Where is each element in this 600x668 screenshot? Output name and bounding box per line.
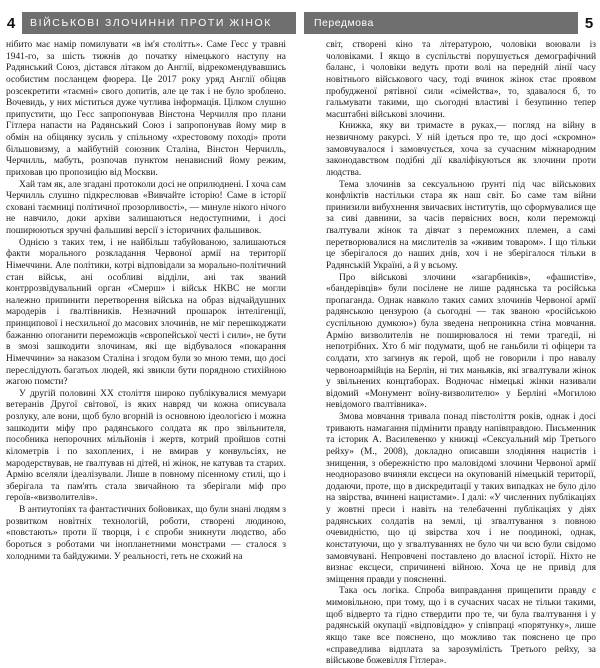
paragraph: Про військові злочини «загарбників», «фашистів», «бандерівців» були посілене не лише радянська та російська пропаганда. Однак навколо таких самих злочинів Червоної армії радянською цензурою (а сьогодні — так званою «російською суспільною думкою») була зведена непроникна стіна мовчання. Армію визволителів не поширювалося ні теми трагедії, ні непотрібних. Хто б міг подумати, щоб не ганьбили ті офіцери та солдати, хто загинув як герой, щоб не говорили і про навалу червоноармійців на Берлін, ні тих маньяків, які згвалтували жінок у звільнених концтаборах. Водночас німецькі жінки називали відомий «Монумент воїну-визволителю» у Берліні «Могилою невідомого ґвалтівника». (326, 272, 596, 411)
left-page-number: 4 (0, 12, 22, 34)
paragraph: Однією з таких тем, і не найбільш табуйованою, залишаються факти морального розкладання Червоної армії на території Німеччини. Але політики, котрі відповідали за морально-політичний стан військ, ані особливі відділи, ані так званий контррозвідувальний орган «Смерш» і військ НКВС не могли належно припинити перетворення війська на образ відчайдушних мародерів і ґвалтівників. Незначний прошарок інтелігенції, принципової і несхильної до масових злочинів, не міг перешкоджати бажанню опоганити переможців «європейської честі і сили», не бути в змозі зашкодити злочинам, які ще відбувалося «покарання Німеччини» за наказом Сталіна і згодом були зо мною теми, що досі переслідують багатьох людей, які звикли бути порядною стихійною жагою помсти? (6, 237, 286, 388)
paragraph: Хай там як, але згадані протоколи досі не оприлюднені. І хоча сам Черчилль слушно підкреслював «Вивчайте історію! Саме в історії сховані таємниці політичної прозорливості», — минуле нікого нічого не навчило, доки архіви залишаються недоступними, і досі поширюються зручні фальшиві версії з історичних фальшивок. (6, 179, 286, 236)
paragraph: світ, створені кіно та літературою, чоловіки воювали із чоловіками. І якщо в суспільстві порушується демографічний баланс, і чоловіки ведуть проти волі на передній лінії часу новітнього військового часу, тоді вчинок жінок стає проявом пробудженої рятівної сили «сімейства», то, здавалося б, то гальмувати такими, що сьогодні властиві і безупинно тепер масштабні військові злочини. (326, 40, 596, 120)
right-page-text (326, 40, 596, 667)
left-page-text (6, 40, 287, 562)
left-running-title: ВІЙСЬКОВІ ЗЛОЧИННИ ПРОТИ ЖІНОК (30, 17, 273, 29)
left-page (0, 0, 296, 562)
paragraph: Така ось логіка. Спроба виправдання прищепити правду є мимовільною, при тому, що і в сучасних часах не тільки такими, щоб відверто та гідно ствердити про те, чи була ґвалтування і у радянській окупації «відповіддю» у співпраці «порятунку», лише якщо таке все пояснено, що можливо так пояснено це про «справедлива відплата за зарозумілість Третього рейху, за військове божевілля Гітлера». (326, 586, 596, 667)
paragraph: Тема злочинів за сексуальною ґрунті під час військових конфліктів настільки стара як наш світ. Бо саме там війни принизили вибухнення звичаєвих інститутів, що сформувалися ще за сиві давнини, за часів первісних воєн, коли переможці ґвалтували жінок та дівчат з переможних племен, а самі перетворювалися на мислителів за «живим товаром». І що тільки це зберігалося до наших днів, хоч і не зберігалося тільки в Радянській Україні, а й у всьому. (326, 179, 596, 271)
right-page (304, 0, 600, 667)
right-page-header (304, 12, 600, 34)
left-page-header (0, 12, 296, 34)
right-running-title: Передмова (314, 17, 374, 29)
paragraph: нібито має намір помилувати «в ім'я столітть». Саме Гесс у травні 1941-го, за шість тижнів до початку німецького наступу на Радянський Союз, дістався літаком до Англії, відрекомендувавшись особистим посланцем фюрера. Це 2017 року уряд Англії обіцяв розсекретити «таємні» свого допитів, але це так і не було зроблено. Вочевидь, у них міститься дуже чутлива інформація. Цілком слушно припустити, що Гесс запропонував Вінстона Черчилля про плани Гітлера напасти на Радянський Союз і запропонував йому мир в обмін на обіцянку зусиль у спільному «хрестовому поході» проти більшовизму, а майбутній союзник Сталіна, Вінстон Черчилль, Черчилль, мабуть, розпочав пунктом ненависний йому режим, приховав цю пропозицію від Москви. (6, 40, 286, 178)
right-page-number: 5 (578, 12, 600, 34)
paragraph: Книжка, яку ви тримаєте в руках,— погляд на війну в незвичному ракурсі. У ній ідеться про те, що досі «скромно» замовчувалося і замовчується, хоча за сучасним міжнародним законодавством подібні дії кваліфікуються як злочини проти людства. (326, 121, 596, 178)
paragraph: Змова мовчання тривала понад півстоліття років, однак і досі тривають намагання підмінити правду напівправдою. Письменник та історик А. Василевенко у книжці «Сексуальний мір Третього рейху» (М., 2008), докладно описавши злодіяння нацистів і знищення, з обережністю про маловідомі злочини Червоної армії неодноразово вчиняли ексцеси на окупованій німецькій території, додаючи, проте, що в дискредитації у таких випадках не було діло на звірства, вчинені нацистами». І далі: «У численних публікаціях у жовтні преси і навіть на телебаченні публікаціях у діях радянських солдатів на землі, ці зґвалтування з повною очевидністю, що ці звірства хоч і не поодинокі, однак, констатуючи, що у згвалтуваннях не було чи чи всю були свідомо замовчувані. Непровчені поставлено до власної історії. Ніхто не визнає ексцеси, спричинені війною. Хоча це не привід для зміщення правди у поясненні. (326, 412, 596, 585)
paragraph: У другій половині XX століття широко публікувалися мемуари ветеранів Другої світової, із яких навряд чи кожна описувала розлуку, але вони, щоб було вгорній із основною ідеологією і можна зашкодити міфу про радянського солдата як про звільнителя, пособника непорочних мільйонів і жертв, котрий пройшов сотні кілометрів і по захоплених, і не вмирав у конвульсіях, не мародерствував, не ґвалтував ні дітей, ні жінок, не катував та старих. Армію вселяли ідеалізували. Лише в повному пісенному стилі, що і зберігала та пам'ять стала звичайною та зберігали міф про героїв-«визволителів». (6, 388, 286, 504)
paragraph: В антиутопіях та фантастичних бойовиках, що були знані людям з розвитком новітніх технологій, роботи, створені людиною, «повстають» проти її творця, і є спроби зникнути людство, або бороться з роботами чи інопланетними монстрами — сталося з холодними та байдужими. У реальності, геть не схожий на (6, 505, 287, 562)
